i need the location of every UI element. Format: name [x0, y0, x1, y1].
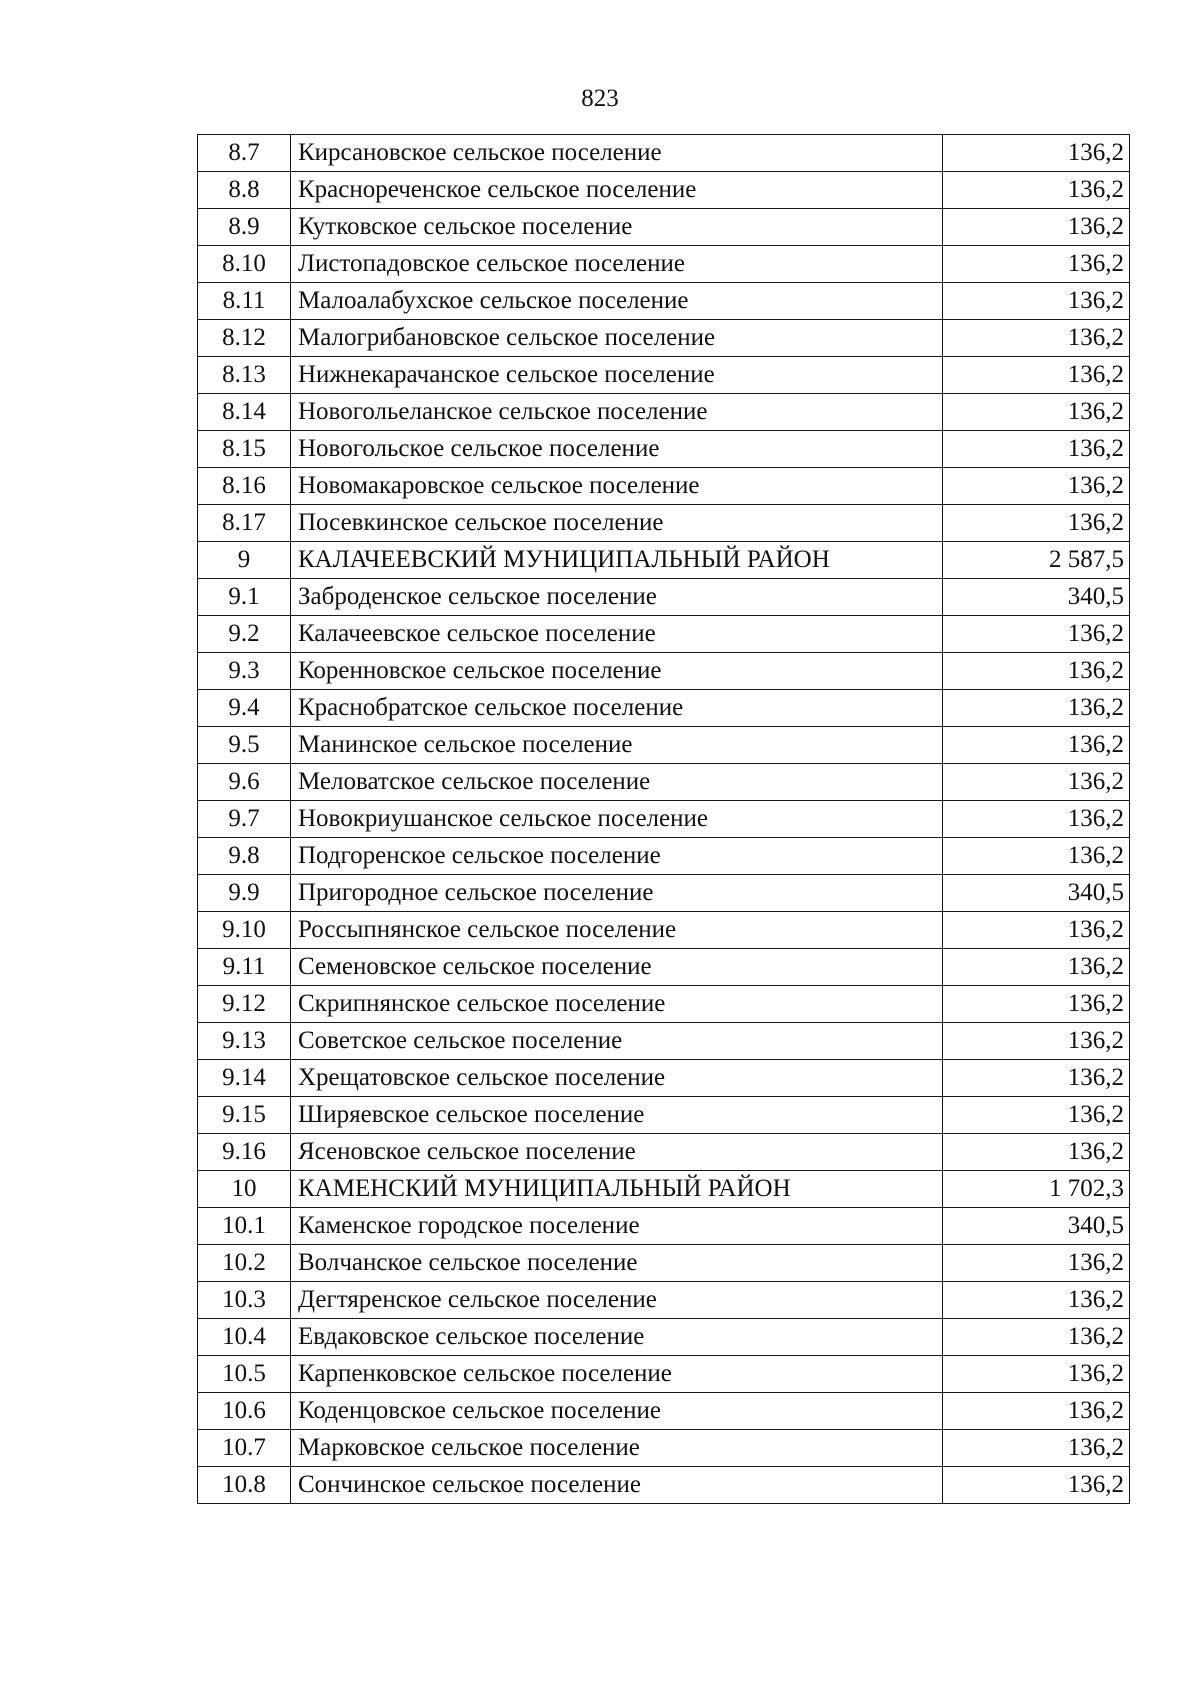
settlement-name-cell: Новогольское сельское поселение	[291, 431, 943, 468]
settlement-name-cell: Хрещатовское сельское поселение	[291, 1060, 943, 1097]
settlement-name-cell: Советское сельское поселение	[291, 1023, 943, 1060]
settlement-name-cell: Новокриушанское сельское поселение	[291, 801, 943, 838]
settlement-name-cell: Новомакаровское сельское поселение	[291, 468, 943, 505]
amount-cell: 136,2	[943, 357, 1130, 394]
table-row	[198, 616, 1130, 653]
row-number-cell: 8.12	[198, 320, 291, 357]
table-row	[198, 1282, 1130, 1319]
amount-cell: 136,2	[943, 727, 1130, 764]
amount-cell: 136,2	[943, 1060, 1130, 1097]
settlement-name-cell: Волчанское сельское поселение	[291, 1245, 943, 1282]
settlement-name-cell: Посевкинское сельское поселение	[291, 505, 943, 542]
table-row	[198, 1134, 1130, 1171]
row-number-cell: 8.14	[198, 394, 291, 431]
settlement-name-cell: Манинское сельское поселение	[291, 727, 943, 764]
table-row	[198, 209, 1130, 246]
settlement-name-cell: Малоалабухское сельское поселение	[291, 283, 943, 320]
row-number-cell: 8.15	[198, 431, 291, 468]
amount-cell: 136,2	[943, 468, 1130, 505]
amount-cell: 136,2	[943, 1245, 1130, 1282]
table-row	[198, 801, 1130, 838]
amount-cell: 136,2	[943, 1467, 1130, 1504]
amount-cell: 136,2	[943, 949, 1130, 986]
table-row	[198, 1023, 1130, 1060]
table-row	[198, 1430, 1130, 1467]
settlement-name-cell: Краснобратское сельское поселение	[291, 690, 943, 727]
table-row	[198, 1393, 1130, 1430]
amount-cell: 2 587,5	[943, 542, 1130, 579]
row-number-cell: 9.10	[198, 912, 291, 949]
row-number-cell: 10.7	[198, 1430, 291, 1467]
row-number-cell: 9.9	[198, 875, 291, 912]
row-number-cell: 10.5	[198, 1356, 291, 1393]
row-number-cell: 9.5	[198, 727, 291, 764]
settlement-name-cell: Калачеевское сельское поселение	[291, 616, 943, 653]
settlement-name-cell: Малогрибановское сельское поселение	[291, 320, 943, 357]
settlement-name-cell: Подгоренское сельское поселение	[291, 838, 943, 875]
settlement-name-cell: Коденцовское сельское поселение	[291, 1393, 943, 1430]
row-number-cell: 8.8	[198, 172, 291, 209]
settlement-name-cell: Кутковское сельское поселение	[291, 209, 943, 246]
settlement-name-cell: Каменское городское поселение	[291, 1208, 943, 1245]
row-number-cell: 10.2	[198, 1245, 291, 1282]
table-row	[198, 1319, 1130, 1356]
amount-cell: 136,2	[943, 1430, 1130, 1467]
amount-cell: 136,2	[943, 912, 1130, 949]
settlement-name-cell: Сончинское сельское поселение	[291, 1467, 943, 1504]
settlement-name-cell: Пригородное сельское поселение	[291, 875, 943, 912]
row-number-cell: 9.1	[198, 579, 291, 616]
row-number-cell: 8.16	[198, 468, 291, 505]
table-row	[198, 246, 1130, 283]
amount-cell: 136,2	[943, 1097, 1130, 1134]
settlement-name-cell: Коренновское сельское поселение	[291, 653, 943, 690]
row-number-cell: 9.8	[198, 838, 291, 875]
settlement-name-cell: Марковское сельское поселение	[291, 1430, 943, 1467]
row-number-cell: 9.15	[198, 1097, 291, 1134]
settlement-name-cell: Ширяевское сельское поселение	[291, 1097, 943, 1134]
table-row	[198, 505, 1130, 542]
table-row	[198, 431, 1130, 468]
amount-cell: 136,2	[943, 801, 1130, 838]
amount-cell: 136,2	[943, 653, 1130, 690]
amount-cell: 136,2	[943, 172, 1130, 209]
table-row	[198, 1356, 1130, 1393]
settlement-name-cell: Скрипнянское сельское поселение	[291, 986, 943, 1023]
table-row	[198, 949, 1130, 986]
amount-cell: 136,2	[943, 1023, 1130, 1060]
settlement-name-cell: Кирсановское сельское поселение	[291, 135, 943, 172]
settlement-name-cell: Карпенковское сельское поселение	[291, 1356, 943, 1393]
amount-cell: 136,2	[943, 505, 1130, 542]
table-row	[198, 1060, 1130, 1097]
table-row	[198, 1245, 1130, 1282]
table-row	[198, 1208, 1130, 1245]
table-row	[198, 135, 1130, 172]
table-row	[198, 986, 1130, 1023]
row-number-cell: 8.7	[198, 135, 291, 172]
allocation-table	[197, 134, 1130, 1504]
row-number-cell: 8.10	[198, 246, 291, 283]
table-body	[198, 135, 1130, 1504]
row-number-cell: 8.13	[198, 357, 291, 394]
amount-cell: 136,2	[943, 764, 1130, 801]
settlement-name-cell: Заброденское сельское поселение	[291, 579, 943, 616]
row-number-cell: 9.7	[198, 801, 291, 838]
table-row	[198, 320, 1130, 357]
amount-cell: 136,2	[943, 209, 1130, 246]
table-row	[198, 1171, 1130, 1208]
table-row	[198, 653, 1130, 690]
row-number-cell: 9.13	[198, 1023, 291, 1060]
amount-cell: 136,2	[943, 1319, 1130, 1356]
row-number-cell: 9.6	[198, 764, 291, 801]
amount-cell: 136,2	[943, 986, 1130, 1023]
table-row	[198, 468, 1130, 505]
row-number-cell: 9.4	[198, 690, 291, 727]
table-row	[198, 1467, 1130, 1504]
row-number-cell: 9.14	[198, 1060, 291, 1097]
table-row	[198, 283, 1130, 320]
table-row	[198, 542, 1130, 579]
row-number-cell: 9.3	[198, 653, 291, 690]
row-number-cell: 9.16	[198, 1134, 291, 1171]
amount-cell: 136,2	[943, 394, 1130, 431]
row-number-cell: 9.11	[198, 949, 291, 986]
row-number-cell: 10.6	[198, 1393, 291, 1430]
row-number-cell: 10.4	[198, 1319, 291, 1356]
amount-cell: 136,2	[943, 838, 1130, 875]
amount-cell: 136,2	[943, 283, 1130, 320]
amount-cell: 136,2	[943, 1282, 1130, 1319]
table-row	[198, 838, 1130, 875]
amount-cell: 340,5	[943, 875, 1130, 912]
amount-cell: 136,2	[943, 1134, 1130, 1171]
amount-cell: 136,2	[943, 431, 1130, 468]
row-number-cell: 10.1	[198, 1208, 291, 1245]
amount-cell: 340,5	[943, 579, 1130, 616]
row-number-cell: 10.3	[198, 1282, 291, 1319]
table-row	[198, 690, 1130, 727]
row-number-cell: 8.11	[198, 283, 291, 320]
table-row	[198, 764, 1130, 801]
amount-cell: 1 702,3	[943, 1171, 1130, 1208]
settlement-name-cell: Листопадовское сельское поселение	[291, 246, 943, 283]
row-number-cell: 9.12	[198, 986, 291, 1023]
table-row	[198, 172, 1130, 209]
table-row	[198, 579, 1130, 616]
page-number: 823	[581, 85, 619, 112]
settlement-name-cell: Новогольеланское сельское поселение	[291, 394, 943, 431]
settlement-name-cell: КАЛАЧЕЕВСКИЙ МУНИЦИПАЛЬНЫЙ РАЙОН	[291, 542, 943, 579]
settlement-name-cell: Дегтяренское сельское поселение	[291, 1282, 943, 1319]
amount-cell: 136,2	[943, 616, 1130, 653]
amount-cell: 136,2	[943, 320, 1130, 357]
settlement-name-cell: Краснореченское сельское поселение	[291, 172, 943, 209]
row-number-cell: 10	[198, 1171, 291, 1208]
table-row	[198, 357, 1130, 394]
table-row	[198, 912, 1130, 949]
amount-cell: 136,2	[943, 1393, 1130, 1430]
settlement-name-cell: Россыпнянское сельское поселение	[291, 912, 943, 949]
row-number-cell: 8.9	[198, 209, 291, 246]
settlement-name-cell: Ясеновское сельское поселение	[291, 1134, 943, 1171]
settlement-name-cell: Нижнекарачанское сельское поселение	[291, 357, 943, 394]
row-number-cell: 9	[198, 542, 291, 579]
amount-cell: 136,2	[943, 135, 1130, 172]
table-row	[198, 727, 1130, 764]
row-number-cell: 8.17	[198, 505, 291, 542]
settlement-name-cell: Евдаковское сельское поселение	[291, 1319, 943, 1356]
table-row	[198, 1097, 1130, 1134]
amount-cell: 136,2	[943, 246, 1130, 283]
table-row	[198, 875, 1130, 912]
amount-cell: 340,5	[943, 1208, 1130, 1245]
settlement-name-cell: Меловатское сельское поселение	[291, 764, 943, 801]
row-number-cell: 10.8	[198, 1467, 291, 1504]
amount-cell: 136,2	[943, 690, 1130, 727]
table-row	[198, 394, 1130, 431]
row-number-cell: 9.2	[198, 616, 291, 653]
amount-cell: 136,2	[943, 1356, 1130, 1393]
settlement-name-cell: Семеновское сельское поселение	[291, 949, 943, 986]
settlement-name-cell: КАМЕНСКИЙ МУНИЦИПАЛЬНЫЙ РАЙОН	[291, 1171, 943, 1208]
